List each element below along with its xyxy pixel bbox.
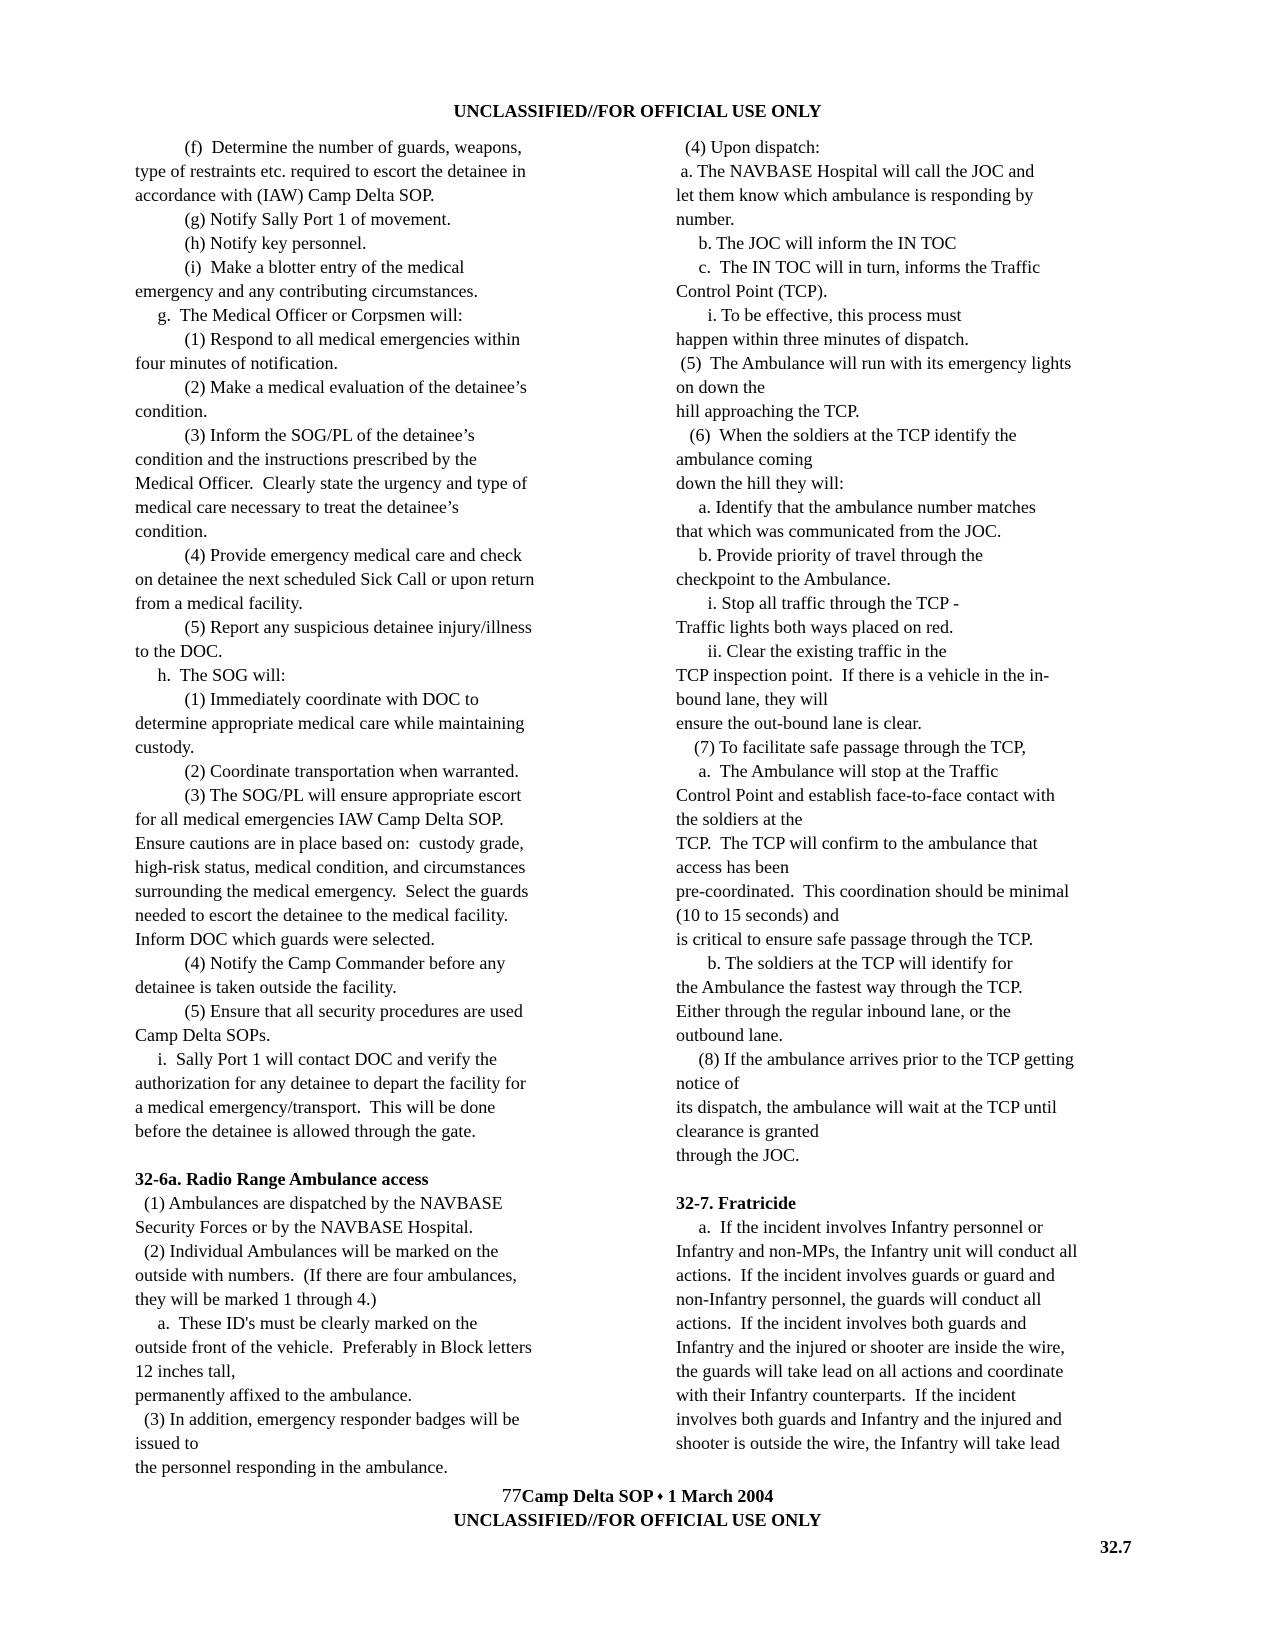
paragraph: (2) Coordinate transportation when warranted. xyxy=(135,761,519,781)
paragraph: (2) Individual Ambulances will be marked on the outside with numbers. (If there are four ambulances, they will be marked 1 through 4.) xyxy=(135,1241,517,1309)
paragraph: (1) Immediately coordinate with DOC to determine appropriate medical care while maintaining custody. xyxy=(135,689,525,757)
paragraph: (3) The SOG/PL will ensure appropriate escort for all medical emergencies IAW Camp Delta SOP. Ensure cautions are in place based on: custody grade, high-risk status, medical condition, and circumstances surrounding the medical emergency. Select the guards needed to escort the detainee to the medical facility. Inform DOC which guards were selected. xyxy=(135,785,529,949)
paragraph: ii. Clear the existing traffic in the TCP inspection point. If there is a vehicle in the in- bound lane, they will ensure the out-bound lane is clear. xyxy=(676,641,1050,733)
paragraph: a. Identify that the ambulance number matches that which was communicated from the JOC. xyxy=(676,497,1036,541)
paragraph: g. The Medical Officer or Corpsmen will: xyxy=(135,305,463,325)
page-number: 77 xyxy=(501,1485,522,1507)
paragraph: b. The soldiers at the TCP will identify for the Ambulance the fastest way through the TCP. Either through the regular inbound lane, or the outbound lane. xyxy=(676,953,1023,1045)
paragraph: b. The JOC will inform the IN TOC xyxy=(676,233,957,253)
section-heading: 32-7. Fratricide xyxy=(676,1193,796,1213)
paragraph: (5) The Ambulance will run with its emergency lights on down the hill approaching the TCP. xyxy=(676,353,1072,421)
paragraph: a. The NAVBASE Hospital will call the JOC and let them know which ambulance is responding by number. xyxy=(676,161,1035,229)
paragraph: (1) Ambulances are dispatched by the NAVBASE Security Forces or by the NAVBASE Hospital. xyxy=(135,1193,503,1237)
paragraph: (6) When the soldiers at the TCP identify the ambulance coming down the hill they will: xyxy=(676,425,1017,493)
paragraph: (4) Provide emergency medical care and check on detainee the next scheduled Sick Call or upon return from a medical facility. xyxy=(135,545,535,613)
paragraph: c. The IN TOC will in turn, informs the Traffic Control Point (TCP). xyxy=(676,257,1041,301)
paragraph: (8) If the ambulance arrives prior to the TCP getting notice of its dispatch, the ambulance will wait at the TCP until clearance is granted through the JOC. xyxy=(676,1049,1074,1165)
page-header xyxy=(0,100,1275,122)
paragraph: i. Sally Port 1 will contact DOC and verify the authorization for any detainee to depart the facility for a medical emergency/transport. This will be done before the detainee is allowed through the gate. xyxy=(135,1049,526,1141)
paragraph: (f) Determine the number of guards, weapons, type of restraints etc. required to escort the detainee in accordance with (IAW) Camp Delta SOP. xyxy=(135,137,526,205)
paragraph: a. If the incident involves Infantry personnel or Infantry and non-MPs, the Infantry unit will conduct all actions. If the incident involves guards or guard and non-Infantry personnel, the guards will conduct all actions. If the incident involves both guards and Infantry and the injured or shooter are inside the wire, the guards will take lead on all actions and coordinate with their Infantry counterparts. If the incident involves both guards and Infantry and the injured and shooter is outside the wire, the Infantry will take lead xyxy=(676,1217,1078,1453)
paragraph: b. Provide priority of travel through the checkpoint to the Ambulance. xyxy=(676,545,983,589)
paragraph: a. These ID's must be clearly marked on the outside front of the vehicle. Preferably in Block letters 12 inches tall, permanently affixed to the ambulance. xyxy=(135,1313,532,1405)
section-number: 32.7 xyxy=(1100,1537,1132,1557)
footer-classification: UNCLASSIFIED//FOR OFFICIAL USE ONLY xyxy=(453,1510,822,1530)
footer-title: Camp Delta SOP xyxy=(521,1486,653,1506)
paragraph: (g) Notify Sally Port 1 of movement. xyxy=(135,209,451,229)
paragraph: (i) Make a blotter entry of the medical emergency and any contributing circumstances. xyxy=(135,257,479,301)
right-column xyxy=(676,135,1151,1455)
paragraph: h. The SOG will: xyxy=(135,665,286,685)
page-footer xyxy=(0,1484,1275,1532)
paragraph: (h) Notify key personnel. xyxy=(135,233,367,253)
paragraph: (5) Report any suspicious detainee injury/illness to the DOC. xyxy=(135,617,532,661)
diamond-icon: ♦ xyxy=(657,1489,664,1503)
paragraph: i. Stop all traffic through the TCP - Traffic lights both ways placed on red. xyxy=(676,593,960,637)
section-heading: 32-6a. Radio Range Ambulance access xyxy=(135,1169,429,1189)
footer-date: 1 March 2004 xyxy=(667,1486,774,1506)
paragraph: (4) Notify the Camp Commander before any detainee is taken outside the facility. xyxy=(135,953,506,997)
paragraph: (4) Upon dispatch: xyxy=(676,137,820,157)
footer-line xyxy=(0,1484,1275,1508)
paragraph: (5) Ensure that all security procedures are used Camp Delta SOPs. xyxy=(135,1001,523,1045)
left-column xyxy=(135,135,605,1479)
paragraph: (1) Respond to all medical emergencies within four minutes of notification. xyxy=(135,329,521,373)
paragraph: a. The Ambulance will stop at the Traffic Control Point and establish face-to-face contact with the soldiers at the TCP. The TCP will confirm to the ambulance that access has been pre-coordinated. This coordination should be minimal (10 to 15 seconds) and is critical to ensure safe passage through the TCP. xyxy=(676,761,1070,949)
header-classification: UNCLASSIFIED//FOR OFFICIAL USE ONLY xyxy=(453,101,822,121)
paragraph: i. To be effective, this process must happen within three minutes of dispatch. xyxy=(676,305,969,349)
paragraph: (3) In addition, emergency responder badges will be issued to the personnel responding in the ambulance. xyxy=(135,1409,520,1477)
paragraph: (3) Inform the SOG/PL of the detainee’s condition and the instructions prescribed by the Medical Officer. Clearly state the urgency and type of medical care necessary to treat the detainee’s condition. xyxy=(135,425,528,541)
paragraph: (2) Make a medical evaluation of the detainee’s condition. xyxy=(135,377,527,421)
paragraph: (7) To facilitate safe passage through the TCP, xyxy=(676,737,1026,757)
